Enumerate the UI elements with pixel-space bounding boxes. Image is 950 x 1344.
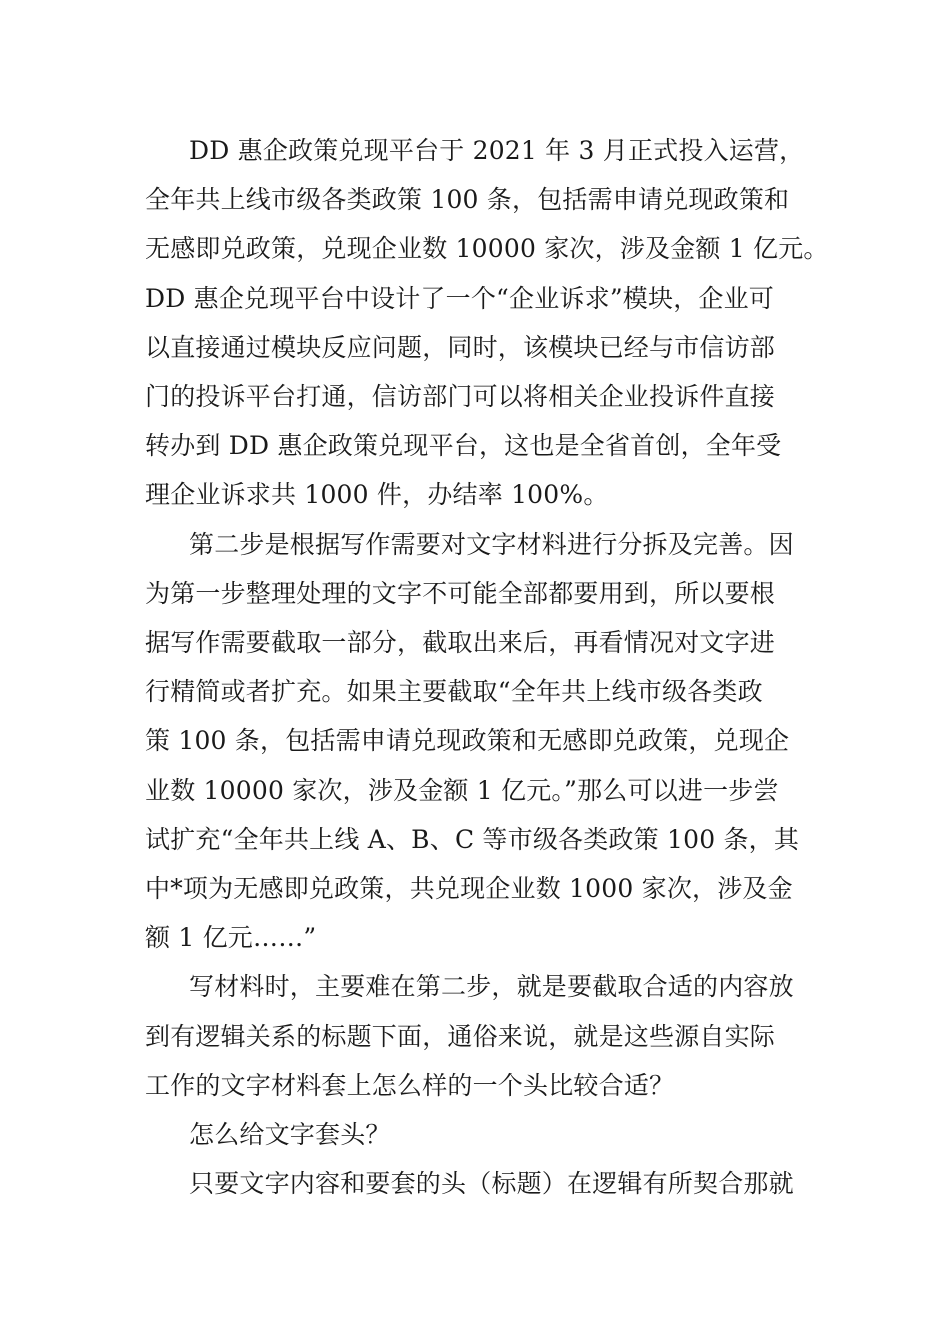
paragraph-answer — [145, 1159, 815, 1208]
paragraph-step-two — [145, 520, 815, 963]
text-line: 为第一步整理处理的文字不可能全部都要用到，所以要根 — [145, 578, 776, 608]
text-line: 以直接通过模块反应问题，同时，该模块已经与市信访部 — [145, 332, 776, 362]
paragraph-question — [145, 1110, 815, 1159]
paragraph-difficulty — [145, 962, 815, 1110]
text-line: 转办到 DD 惠企政策兑现平台，这也是全省首创，全年受 — [145, 431, 782, 461]
text-line: 业数 10000 家次，涉及金额 1 亿元。”那么可以进一步尝 — [145, 775, 779, 805]
text-line: 理企业诉求共 1000 件，办结率 100%。 — [145, 480, 609, 510]
paragraph-platform-overview — [145, 126, 829, 520]
text-line: DD 惠企政策兑现平台于 2021 年 3 月正式投入运营， — [189, 136, 805, 165]
text-line: 怎么给文字套头？ — [189, 1120, 391, 1150]
text-line: 到有逻辑关系的标题下面，通俗来说，就是这些源自实际 — [145, 1021, 776, 1051]
text-line: 据写作需要截取一部分，截取出来后，再看情况对文字进 — [145, 628, 776, 658]
text-line: 中*项为无感即兑政策，共兑现企业数 1000 家次，涉及金 — [145, 874, 793, 904]
text-line: 额 1 亿元……” — [145, 923, 317, 953]
text-line: 第二步是根据写作需要对文字材料进行分拆及完善。因 — [189, 529, 794, 559]
text-line: 写材料时，主要难在第二步，就是要截取合适的内容放 — [189, 972, 794, 1002]
document-body — [145, 126, 829, 1208]
text-line: 工作的文字材料套上怎么样的一个头比较合适？ — [145, 1070, 675, 1100]
text-line: 无感即兑政策，兑现企业数 10000 家次，涉及金额 1 亿元。 — [145, 234, 829, 264]
text-line: 只要文字内容和要套的头（标题）在逻辑有所契合那就 — [189, 1169, 794, 1199]
text-line: 行精简或者扩充。如果主要截取“全年共上线市级各类政 — [145, 677, 763, 707]
text-line: 试扩充“全年共上线 A、B、C 等市级各类政策 100 条，其 — [145, 824, 800, 854]
text-line: 门的投诉平台打通，信访部门可以将相关企业投诉件直接 — [145, 382, 776, 412]
text-line: 策 100 条，包括需申请兑现政策和无感即兑政策，兑现企 — [145, 726, 790, 756]
text-line: DD 惠企兑现平台中设计了一个“企业诉求”模块，企业可 — [145, 283, 774, 313]
text-line: 全年共上线市级各类政策 100 条，包括需申请兑现政策和 — [145, 185, 790, 215]
